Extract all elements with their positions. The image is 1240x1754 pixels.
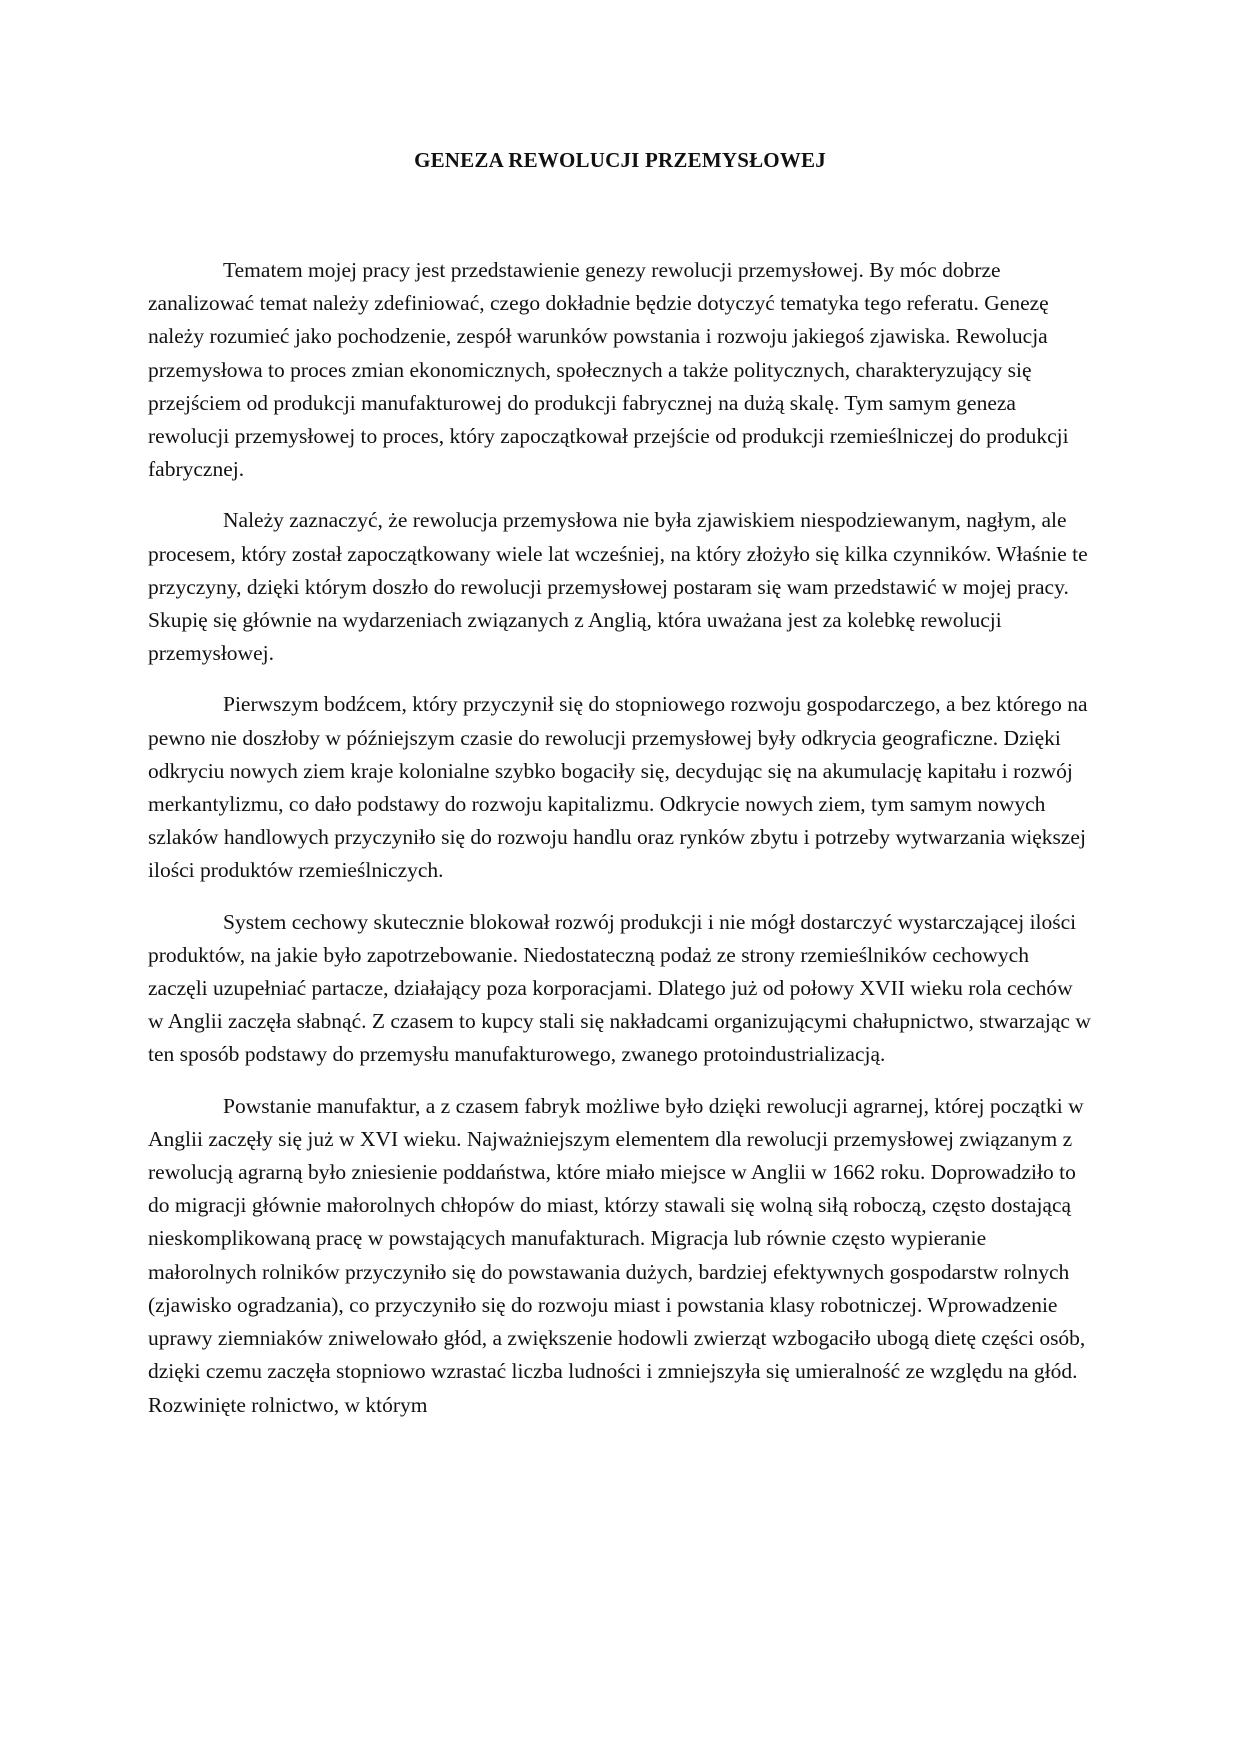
document-title: GENEZA REWOLUCJI PRZEMYSŁOWEJ — [414, 148, 826, 172]
paragraph: Powstanie manufaktur, a z czasem fabryk możliwe było dzięki rewolucji agrarnej, której początki w Anglii zaczęły się już w XVI wieku. Najważniejszym elementem dla rewolucji przemysłowej związanym z rewolucją agrarną było zniesienie poddaństwa, które miało miejsce w Anglii w 1662 roku. Doprowadziło to do migracji głównie małorolnych chłopów do miast, którzy stawali się wolną siłą roboczą, często dostającą nieskomplikowaną pracę w powstających manufakturach. Migracja lub równie często wypieranie małorolnych rolników przyczyniło się do powstawania dużych, bardziej efektywnych gospodarstw rolnych (zjawisko ogradzania), co przyczyniło się do rozwoju miast i powstania klasy robotniczej. Wprowadzenie uprawy ziemniaków zniwelowało głód, a zwiększenie hodowli zwierząt wzbogaciło ubogą dietę części osób, dzięki czemu zaczęła stopniowo wzrastać liczba ludności i zmniejszyła się umieralność ze względu na głód. Rozwinięte rolnictwo, w którym — [148, 1093, 1086, 1417]
paragraph: System cechowy skutecznie blokował rozwój produkcji i nie mógł dostarczyć wystarczającej ilości produktów, na jakie było zapotrzebowanie. Niedostateczną podaż ze strony rzemieślników cechowych zaczęli uzupełniać partacze, działający poza korporacjami. Dlatego już od połowy XVII wieku rola cechów w Anglii zaczęła słabnąć. Z czasem to kupcy stali się nakładcami organizującymi chałupnictwo, stwarzając w ten sposób podstawy do przemysłu manufakturowego, zwanego protoindustrializacją. — [148, 909, 1091, 1067]
paragraph: Należy zaznaczyć, że rewolucja przemysłowa nie była zjawiskiem niespodziewanym, nagłym, ale procesem, który został zapoczątkowany wiele lat wcześniej, na który złożyło się kilka czynników. Właśnie te przyczyny, dzięki którym doszło do rewolucji przemysłowej postaram się wam przedstawić w mojej pracy. Skupię się głównie na wydarzeniach związanych z Anglią, która uważana jest za kolebkę rewolucji przemysłowej. — [148, 508, 1088, 666]
document-body — [148, 254, 1093, 1440]
paragraph: Tematem mojej pracy jest przedstawienie genezy rewolucji przemysłowej. By móc dobrze zanalizować temat należy zdefiniować, czego dokładnie będzie dotyczyć tematyka tego referatu. Genezę należy rozumieć jako pochodzenie, zespół warunków powstania i rozwoju jakiegoś zjawiska. Rewolucja przemysłowa to proces zmian ekonomicznych, społecznych a także politycznych, charakteryzujący się przejściem od produkcji manufakturowej do produkcji fabrycznej na dużą skalę. Tym samym geneza rewolucji przemysłowej to proces, który zapoczątkował przejście od produkcji rzemieślniczej do produkcji fabrycznej. — [148, 258, 1069, 482]
paragraph: Pierwszym bodźcem, który przyczynił się do stopniowego rozwoju gospodarczego, a bez którego na pewno nie doszłoby w późniejszym czasie do rewolucji przemysłowej były odkrycia geograficzne. Dzięki odkryciu nowych ziem kraje kolonialne szybko bogaciły się, decydując się na akumulację kapitału i rozwój merkantylizmu, co dało podstawy do rozwoju kapitalizmu. Odkrycie nowych ziem, tym samym nowych szlaków handlowych przyczyniło się do rozwoju handlu oraz rynków zbytu i potrzeby wytwarzania większej ilości produktów rzemieślniczych. — [148, 692, 1088, 883]
